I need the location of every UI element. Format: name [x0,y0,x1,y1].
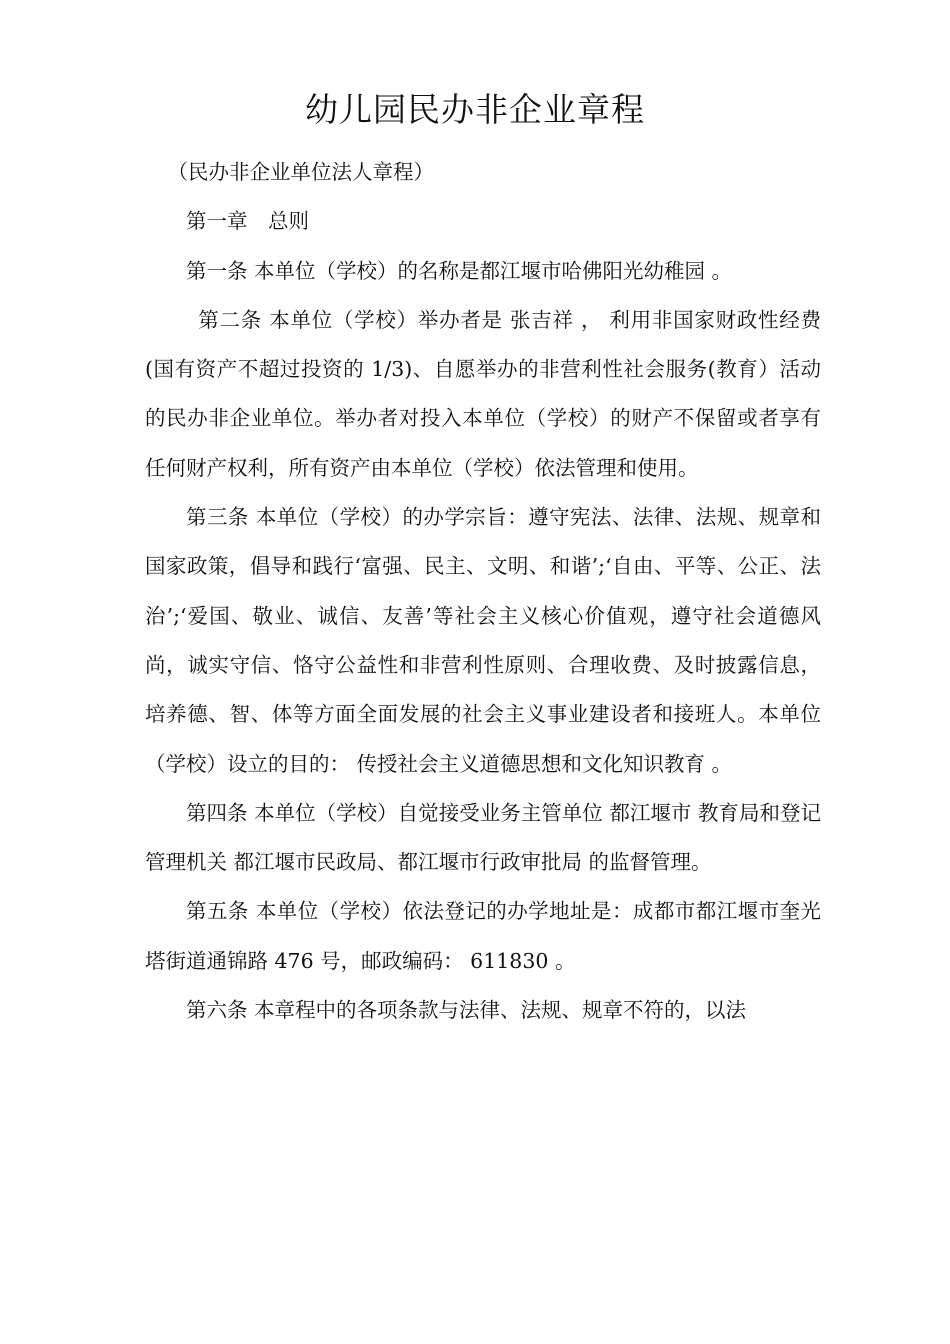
chapter-heading: 第一章 总则 [186,209,309,234]
article-4: 第四条 本单位（学校）自觉接受业务主管单位 都江堰市 教育局和登记管理机关 都江堰市民政局、都江堰市行政审批局 的监督管理。 [145,800,821,875]
article-3: 第三条 本单位（学校）的办学宗旨：遵守宪法、法律、法规、规章和国家政策，倡导和践行‘富强、民主、文明、和谐’;‘自由、平等、公正、法治’;‘爱国、敬业、诚信、友善’等社会主义核心价值观，遵守社会道德风尚，诚实守信、恪守公益性和非营利性原则、合理收费、及时披露信息，培养德、智、体等方面全面发展的社会主义事业建设者和接班人。本单位（学校）设立的目的： 传授社会主义道德思想和文化知识教育 。 [145,505,821,776]
article-5: 第五条 本单位（学校）依法登记的办学地址是：成都市都江堰市奎光塔街道通锦路 476 号，邮政编码： 611830 。 [145,899,821,973]
document-title: 幼儿园民办非企业章程 [305,90,645,129]
document-subtitle: （民办非企业单位法人章程） [167,160,435,184]
article-2: 第二条 本单位（学校）举办者是 张吉祥 ， 利用非国家财政性经费(国有资产不超过投资的 1/3)、自愿举办的非营利性社会服务(教育）活动的民办非企业单位。举办者对投入本单位（学校）的财产不保留或者享有任何财产权利，所有资产由本单位（学校）依法管理和使用。 [145,307,821,480]
article-6: 第六条 本章程中的各项条款与法律、法规、规章不符的，以法 [186,998,747,1023]
article-1: 第一条 本单位（学校）的名称是都江堰市哈佛阳光幼稚园 。 [186,258,733,283]
document-body [145,148,821,1035]
